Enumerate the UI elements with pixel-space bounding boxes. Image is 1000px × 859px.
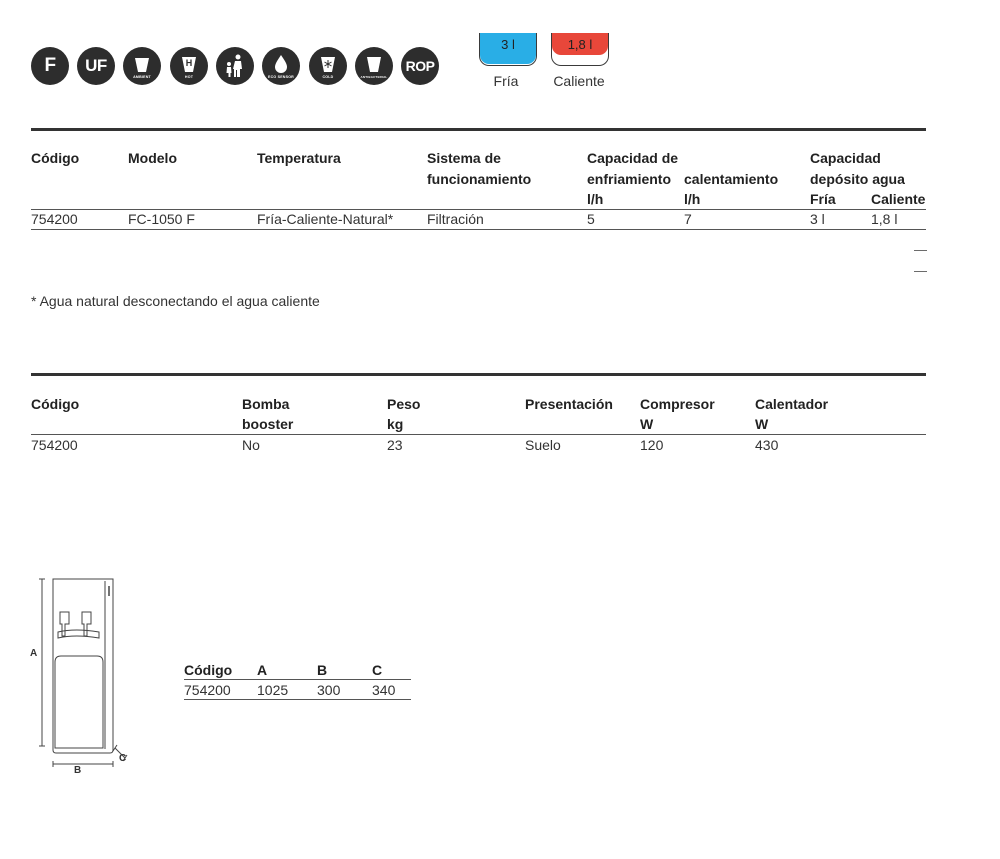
t2-header-calentador-2: W: [755, 416, 769, 432]
table3-bottom-rule: [184, 699, 411, 700]
t1-header-caliente: Caliente: [871, 191, 926, 207]
t2-cell-peso: 23: [387, 437, 403, 453]
t1-cell-calentamiento: 7: [684, 211, 692, 227]
t1-cell-fria: 3 l: [810, 211, 825, 227]
t2-cell-bomba: No: [242, 437, 260, 453]
t1-cell-temperatura: Fría-Caliente-Natural*: [257, 211, 394, 227]
hot-tank: 1,8 l: [551, 33, 609, 66]
hot-tank-label: Caliente: [553, 73, 605, 89]
t2-header-calentador-1: Calentador: [755, 396, 829, 412]
t2-cell-presentacion: Suelo: [525, 437, 561, 453]
table2-header-rule: [31, 434, 926, 435]
t2-header-compresor-2: W: [640, 416, 654, 432]
t2-header-peso-1: Peso: [387, 396, 421, 412]
child-lock-icon: [216, 47, 254, 85]
t2-header-presentacion: Presentación: [525, 396, 613, 412]
cold-icon: COLD: [309, 47, 347, 85]
t1-cell-enfriamiento: 5: [587, 211, 595, 227]
t2-header-compresor-1: Compresor: [640, 396, 715, 412]
t1-cell-modelo: FC-1050 F: [128, 211, 195, 227]
table1-header-rule: [31, 209, 926, 210]
cold-tank-label: Fría: [493, 73, 519, 89]
dash-mark: —: [914, 263, 927, 278]
table3-header-rule: [184, 679, 411, 680]
dispenser-diagram: [25, 572, 135, 782]
antibacterial-icon: ANTIBACTERIAL: [355, 47, 393, 85]
t3-cell-c: 340: [372, 682, 396, 698]
t1-cell-codigo: 754200: [31, 211, 78, 227]
t2-cell-codigo: 754200: [31, 437, 78, 453]
filter-icon: F: [31, 47, 69, 85]
t3-cell-b: 300: [317, 682, 341, 698]
dash-mark: —: [914, 242, 927, 257]
dimension-a-label: A: [30, 648, 38, 659]
t1-header-temperatura: Temperatura: [257, 150, 341, 166]
ultrafiltration-icon: UF: [77, 47, 115, 85]
cold-tank: 3 l: [479, 33, 537, 66]
t3-header-a: A: [257, 662, 268, 678]
t3-cell-codigo: 754200: [184, 682, 231, 698]
t2-cell-compresor: 120: [640, 437, 664, 453]
dimension-c-label: C: [119, 753, 127, 764]
t1-header-cal-unit: l/h: [684, 191, 701, 207]
t1-header-deposito-1: Capacidad: [810, 150, 881, 166]
t2-cell-calentador: 430: [755, 437, 779, 453]
t1-header-sistema-2: funcionamiento: [427, 171, 532, 187]
t1-header-codigo: Código: [31, 150, 80, 166]
t1-cell-caliente: 1,8 l: [871, 211, 898, 227]
t1-header-fria: Fría: [810, 191, 836, 207]
t1-header-calentamiento: calentamiento: [684, 171, 779, 187]
t2-header-bomba-2: booster: [242, 416, 294, 432]
hot-icon: H HOT: [170, 47, 208, 85]
t2-header-codigo: Código: [31, 396, 80, 412]
t1-header-enfriamiento: enfriamiento: [587, 171, 672, 187]
eco-sensor-icon: ECO SENSOR: [262, 47, 300, 85]
dimension-b-label: B: [74, 765, 82, 776]
t1-cell-sistema: Filtración: [427, 211, 484, 227]
ambient-icon: AMBIENT: [123, 47, 161, 85]
rop-icon: ROP: [401, 47, 439, 85]
t2-header-peso-2: kg: [387, 416, 404, 432]
t1-header-enf-unit: l/h: [587, 191, 604, 207]
t3-cell-a: 1025: [257, 682, 289, 698]
t3-header-b: B: [317, 662, 328, 678]
t2-header-bomba-1: Bomba: [242, 396, 290, 412]
t1-header-modelo: Modelo: [128, 150, 177, 166]
t1-header-deposito-2: depósito agua: [810, 171, 905, 187]
t3-header-codigo: Código: [184, 662, 233, 678]
footnote: * Agua natural desconectando el agua caliente: [31, 293, 320, 309]
table2-top-rule: [31, 373, 926, 376]
table1-top-rule: [31, 128, 926, 131]
t1-header-capacidad: Capacidad de: [587, 150, 679, 166]
table1-bottom-rule: [31, 229, 926, 230]
t3-header-c: C: [372, 662, 383, 678]
t1-header-sistema-1: Sistema de: [427, 150, 501, 166]
